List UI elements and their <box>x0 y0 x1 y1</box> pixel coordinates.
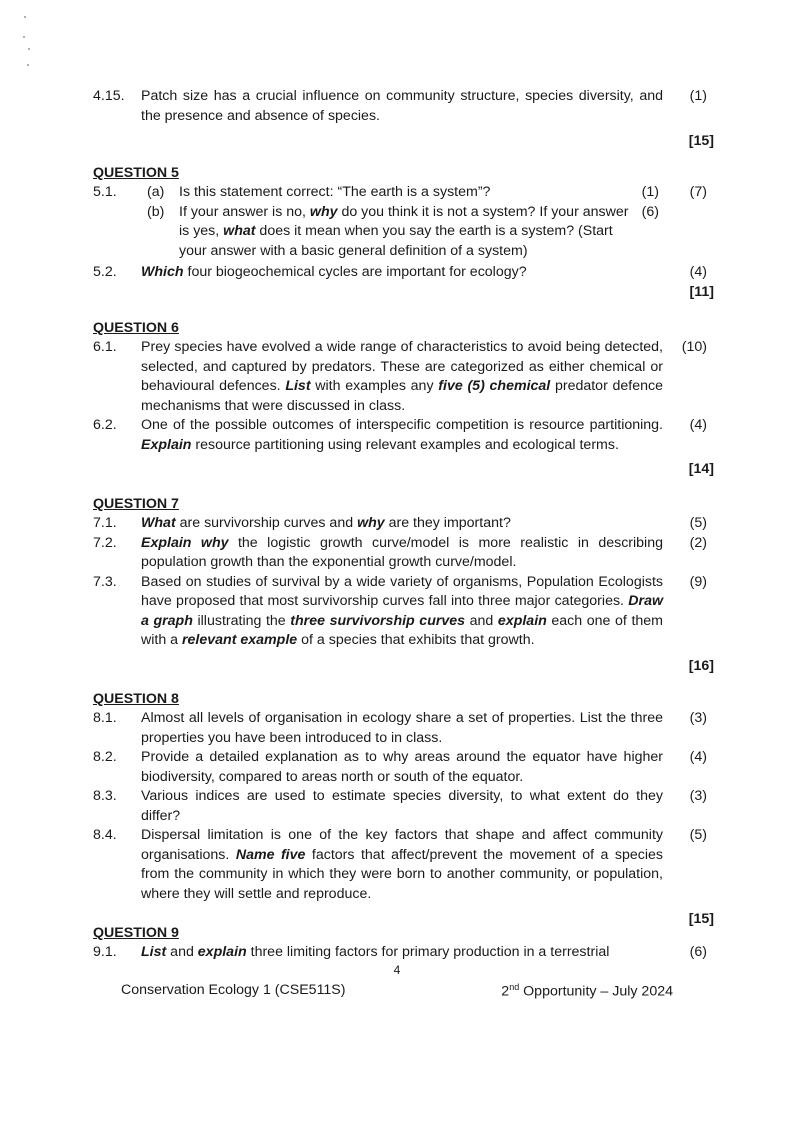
question-total: [15] <box>688 133 714 149</box>
question-item <box>93 787 715 826</box>
exam-opportunity: 2nd Opportunity – July 2024 <box>501 982 673 1000</box>
sub-mark: (6) <box>641 203 659 220</box>
item-mark: (1) <box>689 88 707 104</box>
item-mark: (4) <box>689 749 707 765</box>
sub-text: Is this statement correct: “The earth is a system”? <box>179 184 491 200</box>
item-number: 9.1. <box>93 944 117 960</box>
question-item <box>93 263 715 283</box>
item-text: Various indices are used to estimate species diversity, to what extent do they differ? <box>141 788 663 824</box>
sub-label: (a) <box>147 184 165 200</box>
item-number: 5.1. <box>93 184 117 200</box>
question-4-end <box>93 87 715 151</box>
item-mark: (3) <box>689 788 707 804</box>
question-6 <box>93 319 715 479</box>
item-mark: (6) <box>689 944 707 960</box>
item-mark: (4) <box>689 264 707 280</box>
question-heading: QUESTION 9 <box>93 925 179 941</box>
item-mark: (7) <box>689 184 707 200</box>
question-item <box>93 534 715 573</box>
question-item <box>93 943 715 963</box>
sub-label: (b) <box>147 203 165 220</box>
question-7 <box>93 495 715 676</box>
question-item <box>93 826 715 904</box>
question-5 <box>93 164 715 302</box>
question-item <box>93 573 715 651</box>
sub-item <box>141 203 715 262</box>
question-heading: QUESTION 7 <box>93 496 179 512</box>
question-9 <box>93 924 715 963</box>
question-item <box>93 709 715 748</box>
item-text: Which four biogeochemical cycles are important for ecology? <box>141 264 527 280</box>
item-text: Provide a detailed explanation as to why areas around the equator have higher biodiversity, compared to areas north or south of the equator. <box>141 749 663 785</box>
scan-specks <box>22 14 36 74</box>
question-item <box>93 416 715 455</box>
item-mark: (9) <box>689 573 707 590</box>
question-heading: QUESTION 5 <box>93 165 179 181</box>
item-number: 8.2. <box>93 749 117 765</box>
item-number: 5.2. <box>93 264 117 280</box>
item-text: One of the possible outcomes of interspecific competition is resource partitioning. Explain resource partitioning using relevant examples and ecological terms. <box>141 417 663 453</box>
item-number: 6.2. <box>93 417 117 433</box>
item-text: List and explain three limiting factors for primary production in a terrestrial <box>141 944 610 960</box>
item-mark: (3) <box>689 710 707 726</box>
question-item <box>93 514 715 534</box>
question-total: [16] <box>688 657 714 674</box>
question-item <box>93 87 715 126</box>
item-mark: (4) <box>689 417 707 433</box>
item-mark: (10) <box>681 339 707 355</box>
question-heading: QUESTION 8 <box>93 691 179 707</box>
item-mark: (5) <box>689 827 707 843</box>
item-number: 7.1. <box>93 515 117 531</box>
course-name: Conservation Ecology 1 (CSE511S) <box>121 982 346 998</box>
item-number: 6.1. <box>93 339 117 355</box>
item-number: 7.3. <box>93 573 117 590</box>
item-text: What are survivorship curves and why are they important? <box>141 515 511 531</box>
item-number: 8.3. <box>93 788 117 804</box>
item-text: Patch size has a crucial influence on community structure, species diversity, and the presence and absence of species. <box>141 88 663 124</box>
item-text: Based on studies of survival by a wide variety of organisms, Population Ecologists have proposed that most survivorship curves fall into three major categories. Draw a graph illustrating the three survivorship curves and explain each one of them with a relevant example of a species that exhibits that growth. <box>141 573 663 648</box>
item-mark: (2) <box>689 534 707 551</box>
sub-item <box>141 183 715 203</box>
item-text: Explain why the logistic growth curve/model is more realistic in describing population growth than the exponential growth curve/model. <box>141 534 663 570</box>
question-total: [14] <box>688 461 714 477</box>
item-number: 8.1. <box>93 710 117 726</box>
question-total: [15] <box>688 911 714 927</box>
item-number: 4.15. <box>93 88 125 104</box>
item-text: Prey species have evolved a wide range of characteristics to avoid being detected, selected, and captured by predators. These are categorized as either chemical or behavioural defences. List with examples any five (5) chemical predator defence mechanisms that were discussed in class. <box>141 339 664 414</box>
sub-mark: (1) <box>641 184 659 200</box>
item-text: Almost all levels of organisation in ecology share a set of properties. List the three properties you have been introduced to in class. <box>141 710 663 746</box>
item-text: Dispersal limitation is one of the key factors that shape and affect community organisations. Name five factors that affect/prevent the movement of a species from the community in which they were born to another community, or population, where they will settle and reproduce. <box>141 827 664 902</box>
item-number: 8.4. <box>93 827 117 843</box>
page-number: 4 <box>393 963 401 977</box>
question-heading: QUESTION 6 <box>93 320 179 336</box>
item-number: 7.2. <box>93 534 117 551</box>
sub-text: If your answer is no, why do you think it is not a system? If your answer is yes, what does it mean when you say the earth is a system? (Start your answer with a basic general definition of a system) <box>179 203 629 259</box>
question-item <box>93 338 715 416</box>
item-mark: (5) <box>689 515 707 531</box>
question-8 <box>93 690 715 929</box>
question-item <box>93 183 715 261</box>
question-total: [11] <box>689 283 714 300</box>
question-item <box>93 748 715 787</box>
